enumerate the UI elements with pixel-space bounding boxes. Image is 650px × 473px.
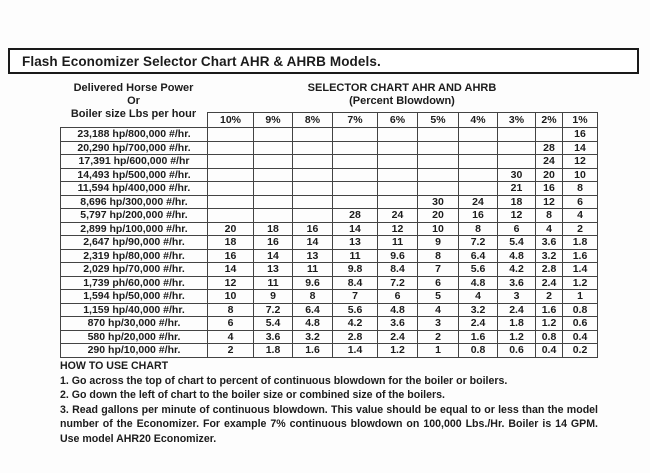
gpm-cell [459,141,498,155]
gpm-cell: 7.2 [378,276,418,290]
row-axis-header-line2: Or [127,95,140,107]
gpm-cell: 13 [254,263,293,277]
gpm-cell: 6 [418,276,459,290]
gpm-cell: 8 [208,303,254,317]
gpm-cell: 20 [536,168,563,182]
gpm-cell: 0.6 [563,317,598,331]
gpm-cell: 14 [254,249,293,263]
gpm-cell: 6 [498,222,536,236]
gpm-cell: 14 [208,263,254,277]
gpm-cell [208,182,254,196]
gpm-cell: 8 [293,290,333,304]
gpm-cell [378,168,418,182]
gpm-cell [208,209,254,223]
gpm-cell [459,182,498,196]
gpm-cell: 1.4 [563,263,598,277]
gpm-cell: 8.4 [333,276,378,290]
gpm-cell: 6.4 [459,249,498,263]
row-axis-header-line1: Delivered Horse Power [73,82,194,94]
gpm-cell: 1.2 [378,344,418,358]
gpm-cell [418,141,459,155]
gpm-cell [498,141,536,155]
gpm-cell: 20 [208,222,254,236]
column-header: 7% [333,113,378,128]
gpm-cell [254,168,293,182]
gpm-cell [208,155,254,169]
row-label: 5,797 hp/200,000 #/hr. [61,209,208,223]
selector-chart-header [207,82,597,108]
gpm-cell: 24 [378,209,418,223]
gpm-cell: 8.4 [378,263,418,277]
gpm-cell: 3.2 [459,303,498,317]
table-row [61,249,598,263]
gpm-cell: 10 [418,222,459,236]
gpm-cell: 5 [418,290,459,304]
gpm-cell: 3.6 [536,236,563,250]
gpm-cell: 0.8 [563,303,598,317]
row-label: 2,319 hp/80,000 #/hr. [61,249,208,263]
gpm-cell: 28 [333,209,378,223]
gpm-cell [378,155,418,169]
gpm-cell [378,128,418,142]
gpm-cell: 8 [536,209,563,223]
column-header: 10% [208,113,254,128]
gpm-cell: 1.4 [333,344,378,358]
row-label: 17,391 hp/600,000 #/hr [61,155,208,169]
gpm-cell [333,182,378,196]
instruction-step-1: 1. Go across the top of chart to percent of continuous blowdown for the boiler or boilers. [60,374,508,387]
gpm-cell [378,195,418,209]
gpm-cell: 18 [208,236,254,250]
gpm-cell: 2.4 [378,330,418,344]
gpm-cell [208,128,254,142]
gpm-cell: 30 [498,168,536,182]
selector-table [60,112,598,358]
row-label: 1,594 hp/50,000 #/hr. [61,290,208,304]
gpm-cell [254,209,293,223]
row-label: 2,647 hp/90,000 #/hr. [61,236,208,250]
corner-cell [61,113,208,128]
gpm-cell: 8 [459,222,498,236]
table-row [61,182,598,196]
gpm-cell: 14 [333,222,378,236]
gpm-cell: 1.6 [536,303,563,317]
gpm-cell [333,168,378,182]
gpm-cell [418,182,459,196]
gpm-cell [418,168,459,182]
gpm-cell [254,155,293,169]
gpm-cell: 9.8 [333,263,378,277]
table-row [61,263,598,277]
gpm-cell [418,128,459,142]
gpm-cell: 1.6 [293,344,333,358]
gpm-cell: 16 [208,249,254,263]
gpm-cell: 11 [293,263,333,277]
column-header: 6% [378,113,418,128]
gpm-cell: 8 [563,182,598,196]
gpm-cell: 2 [563,222,598,236]
gpm-cell: 4.8 [459,276,498,290]
gpm-cell: 11 [378,236,418,250]
gpm-cell [498,155,536,169]
gpm-cell: 12 [536,195,563,209]
gpm-cell: 2.8 [536,263,563,277]
gpm-cell: 1 [418,344,459,358]
column-header: 3% [498,113,536,128]
gpm-cell [293,182,333,196]
gpm-cell: 12 [378,222,418,236]
gpm-cell: 14 [293,236,333,250]
gpm-cell: 4 [418,303,459,317]
gpm-cell: 1.8 [498,317,536,331]
gpm-cell: 0.6 [498,344,536,358]
row-label: 8,696 hp/300,000 #/hr. [61,195,208,209]
gpm-cell: 9.6 [293,276,333,290]
gpm-cell: 6 [378,290,418,304]
gpm-cell: 1.8 [254,344,293,358]
gpm-cell: 5.6 [333,303,378,317]
gpm-cell [536,128,563,142]
gpm-cell: 2.4 [459,317,498,331]
gpm-cell: 5.4 [498,236,536,250]
gpm-cell: 2 [536,290,563,304]
gpm-cell: 2.4 [536,276,563,290]
gpm-cell [459,128,498,142]
gpm-cell [254,195,293,209]
column-header: 8% [293,113,333,128]
column-header: 4% [459,113,498,128]
table-row [61,128,598,142]
table-row [61,155,598,169]
gpm-cell [378,141,418,155]
gpm-cell: 0.8 [459,344,498,358]
gpm-cell [293,128,333,142]
gpm-cell [378,182,418,196]
gpm-cell: 28 [536,141,563,155]
gpm-cell: 12 [498,209,536,223]
row-label: 1,739 ph/60,000 #/hr. [61,276,208,290]
gpm-cell: 11 [254,276,293,290]
gpm-cell: 21 [498,182,536,196]
gpm-cell [293,141,333,155]
title-bar [8,48,639,74]
gpm-cell: 5.4 [254,317,293,331]
gpm-cell: 14 [563,141,598,155]
how-to-heading: HOW TO USE CHART [60,360,169,372]
gpm-cell: 9.6 [378,249,418,263]
gpm-cell: 8 [418,249,459,263]
gpm-cell: 0.8 [536,330,563,344]
column-header: 1% [563,113,598,128]
gpm-cell [293,155,333,169]
gpm-cell: 4.8 [498,249,536,263]
row-label: 870 hp/30,000 #/hr. [61,317,208,331]
gpm-cell [333,141,378,155]
gpm-cell: 3.2 [536,249,563,263]
gpm-cell: 9 [418,236,459,250]
row-label: 290 hp/10,000 #/hr. [61,344,208,358]
gpm-cell [293,209,333,223]
gpm-cell: 3.6 [254,330,293,344]
selector-chart-header-line1: SELECTOR CHART AHR AND AHRB [307,82,497,94]
gpm-cell: 16 [563,128,598,142]
gpm-cell: 16 [293,222,333,236]
gpm-cell: 4.8 [378,303,418,317]
gpm-cell: 6 [563,195,598,209]
table-row [61,303,598,317]
table-row [61,236,598,250]
gpm-cell: 9 [254,290,293,304]
gpm-cell [208,195,254,209]
gpm-cell: 5.6 [459,263,498,277]
table-row [61,276,598,290]
selector-chart-header-line2: (Percent Blowdown) [349,95,455,107]
row-label: 20,290 hp/700,000 #/hr. [61,141,208,155]
gpm-cell: 3.6 [498,276,536,290]
row-axis-header-line3: Boiler size Lbs per hour [70,108,197,120]
gpm-cell [459,155,498,169]
gpm-cell: 7 [418,263,459,277]
gpm-cell: 3.2 [293,330,333,344]
gpm-cell: 1.6 [563,249,598,263]
instruction-step-3: 3. Read gallons per minute of continuous blowdown. This value should be equal to or less than the model number of the Economizer. For example 7% continuous blowdown on 100,000 Lbs./Hr. Boiler is 14 GPM. Use model AHR20 Economizer. [60,403,598,445]
gpm-cell [498,128,536,142]
gpm-cell: 2.8 [333,330,378,344]
table-row [61,290,598,304]
gpm-cell: 3.6 [378,317,418,331]
instruction-step-2: 2. Go down the left of chart to the boiler size or combined size of the boilers. [60,389,445,402]
gpm-cell: 24 [536,155,563,169]
gpm-cell [208,141,254,155]
table-row [61,344,598,358]
gpm-cell: 12 [563,155,598,169]
gpm-cell [333,195,378,209]
gpm-cell: 30 [418,195,459,209]
gpm-cell: 7.2 [459,236,498,250]
gpm-cell: 1.2 [536,317,563,331]
gpm-cell: 4 [208,330,254,344]
gpm-cell [418,155,459,169]
table-row [61,330,598,344]
how-to-use-section [60,359,598,447]
gpm-cell: 3 [418,317,459,331]
table-row [61,195,598,209]
gpm-cell: 16 [536,182,563,196]
gpm-cell [333,155,378,169]
row-label: 2,899 hp/100,000 #/hr. [61,222,208,236]
gpm-cell: 4 [536,222,563,236]
gpm-cell: 10 [208,290,254,304]
gpm-cell: 1.8 [563,236,598,250]
gpm-cell: 10 [563,168,598,182]
gpm-cell: 3 [498,290,536,304]
gpm-cell: 0.4 [536,344,563,358]
gpm-cell: 11 [333,249,378,263]
row-label: 580 hp/20,000 #/hr. [61,330,208,344]
row-label: 23,188 hp/800,000 #/hr. [61,128,208,142]
column-header: 5% [418,113,459,128]
gpm-cell: 1 [563,290,598,304]
gpm-cell [254,141,293,155]
column-header: 2% [536,113,563,128]
gpm-cell: 13 [293,249,333,263]
row-label: 1,159 hp/40,000 #/hr. [61,303,208,317]
gpm-cell: 4.2 [333,317,378,331]
gpm-cell: 4 [563,209,598,223]
gpm-cell: 7 [333,290,378,304]
gpm-cell: 2 [208,344,254,358]
gpm-cell [333,128,378,142]
gpm-cell: 1.2 [563,276,598,290]
gpm-cell: 1.2 [498,330,536,344]
gpm-cell [208,168,254,182]
table-row [61,222,598,236]
column-header: 9% [254,113,293,128]
gpm-cell [254,128,293,142]
gpm-cell: 6.4 [293,303,333,317]
table-row [61,141,598,155]
row-label: 2,029 hp/70,000 #/hr. [61,263,208,277]
gpm-cell: 4.8 [293,317,333,331]
gpm-cell: 4 [459,290,498,304]
gpm-cell: 0.2 [563,344,598,358]
table-row [61,209,598,223]
gpm-cell: 2 [418,330,459,344]
gpm-cell: 24 [459,195,498,209]
table-row [61,168,598,182]
percent-header-row [61,113,598,128]
gpm-cell [254,182,293,196]
gpm-cell: 7.2 [254,303,293,317]
gpm-cell: 13 [333,236,378,250]
gpm-cell: 0.4 [563,330,598,344]
gpm-cell: 2.4 [498,303,536,317]
row-label: 11,594 hp/400,000 #/hr. [61,182,208,196]
row-label: 14,493 hp/500,000 #/hr. [61,168,208,182]
table-row [61,317,598,331]
gpm-cell: 4.2 [498,263,536,277]
gpm-cell: 16 [254,236,293,250]
gpm-cell: 6 [208,317,254,331]
gpm-cell: 18 [498,195,536,209]
gpm-cell: 16 [459,209,498,223]
page-title: Flash Economizer Selector Chart AHR & AHRB Models. [22,53,381,69]
gpm-cell [293,195,333,209]
gpm-cell: 20 [418,209,459,223]
gpm-cell [459,168,498,182]
gpm-cell [293,168,333,182]
gpm-cell: 1.6 [459,330,498,344]
gpm-cell: 12 [208,276,254,290]
gpm-cell: 18 [254,222,293,236]
